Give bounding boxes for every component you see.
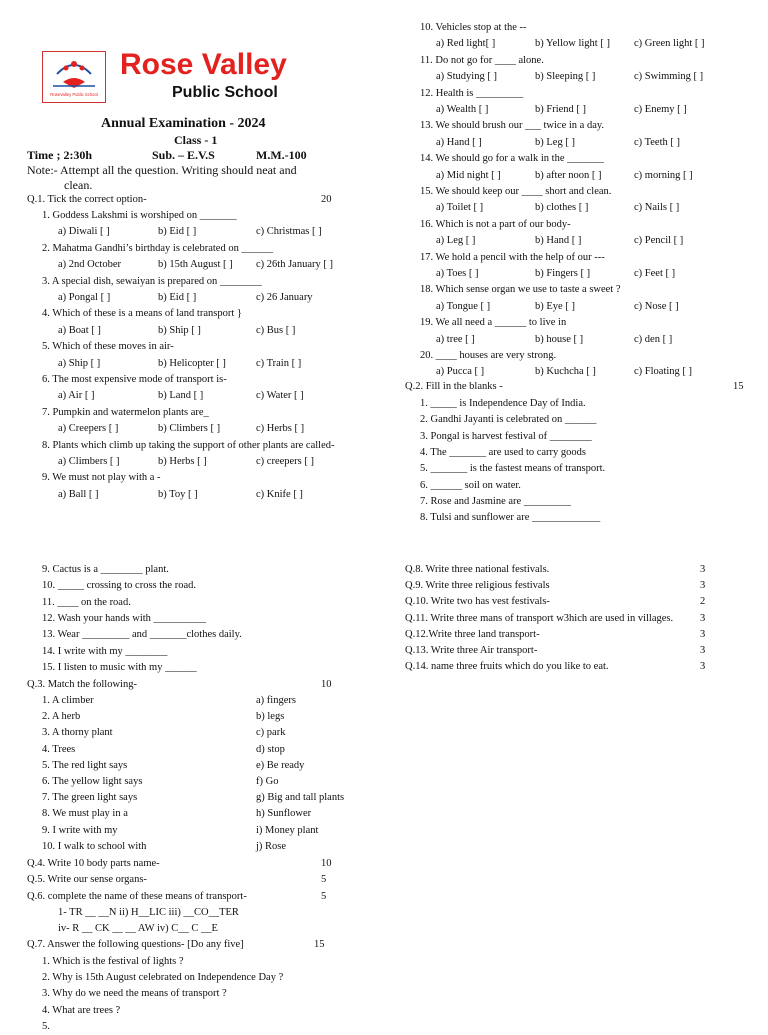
q5-title: Q.5. Write our sense organs- [27,874,147,885]
match-right-10: j) Rose [256,840,287,852]
q7-title: Q.7. Answer the following questions- [Do any five] [27,939,244,950]
q1-option-a-16: a) Leg [ ] [436,235,476,247]
q1-option-c-1: c) Christmas [ ] [256,226,322,238]
q1-option-a-1: a) Diwali [ ] [58,226,110,238]
q1-option-b-2: b) 15th August [ ] [158,259,233,271]
match-right-6: f) Go [256,776,279,787]
q1-option-c-9: c) Knife [ ] [256,488,303,500]
q1-option-b-9: b) Toy [ ] [158,488,198,500]
q1-question-16: 16. Which is not a part of our body- [420,218,571,230]
q1-option-c-4: c) Bus [ ] [256,324,296,336]
match-left-6: 6. The yellow light says [42,776,143,787]
q1-option-a-4: a) Boat [ ] [58,324,101,336]
q1-option-c-13: c) Teeth [ ] [634,136,681,148]
match-left-3: 3. A thorny plant [42,727,113,739]
q1-option-a-17: a) Toes [ ] [436,268,479,279]
match-left-10: 10. I walk to school with [42,840,147,852]
q7-marks: 15 [314,939,325,950]
q1-option-c-3: c) 26 January [256,292,313,303]
short-question-marks-10: 2 [700,596,706,608]
q1-option-c-8: c) creepers [ ] [256,456,314,467]
match-right-9: i) Money plant [256,824,319,836]
q2-blank-8: 8. Tulsi and sunflower are _____________ [420,512,601,524]
q3-title: Q.3. Match the following- [27,679,137,690]
match-left-4: 4. Trees [42,743,76,755]
q1-option-b-5: b) Helicopter [ ] [158,357,226,369]
q1-option-a-20: a) Pucca [ ] [436,366,485,378]
q2-marks: 15 [733,381,744,392]
q1-option-b-16: b) Hand [ ] [535,235,582,247]
q1-question-3: 3. A special dish, sewaiyan is prepared on ________ [42,275,262,287]
q2-blank-13: 13. Wear _________ and _______clothes daily. [42,629,242,641]
q1-marks: 20 [321,194,332,205]
q1-option-c-20: c) Floating [ ] [634,366,693,378]
q1-question-10: 10. Vehicles stop at the -- [420,22,527,33]
q2-blank-11: 11. ____ on the road. [42,596,131,608]
q2-blank-5: 5. _______ is the fastest means of transport. [420,463,606,475]
q2-blank-12: 12. Wash your hands with __________ [42,612,207,624]
match-right-3: c) park [256,727,286,739]
q1-option-c-12: c) Enemy [ ] [634,104,687,115]
q1-question-13: 13. We should brush our ___ twice in a day. [420,120,605,132]
q2-blank-14: 14. I write with my ________ [42,645,168,657]
match-left-5: 5. The red light says [42,759,128,771]
q2-blank-2: 2. Gandhi Jayanti is celebrated on ______ [420,414,597,426]
q1-title: Q.1. Tick the correct option- [27,194,147,205]
school-logo [42,51,106,103]
q1-option-c-16: c) Pencil [ ] [634,235,684,247]
q1-option-b-7: b) Climbers [ ] [158,423,221,435]
q1-option-b-12: b) Friend [ ] [535,104,587,115]
short-question-13: Q.13. Write three Air transport- [405,645,538,656]
q7-question-1: 1. Which is the festival of lights ? [42,956,184,967]
q1-question-9: 9. We must not play with a - [42,472,161,484]
q1-question-12: 12. Health is _________ [420,87,524,99]
q1-option-a-18: a) Tongue [ ] [436,300,491,312]
q1-option-b-15: b) clothes [ ] [535,202,589,214]
q1-option-c-11: c) Swimming [ ] [634,71,704,83]
q1-option-a-12: a) Wealth [ ] [436,104,489,115]
q1-option-a-5: a) Ship [ ] [58,357,101,369]
q2-blank-3: 3. Pongal is harvest festival of ________ [420,430,592,442]
q1-option-a-7: a) Creepers [ ] [58,423,119,435]
q6-title: Q.6. complete the name of these means of transport- [27,891,247,902]
match-right-2: b) legs [256,711,285,723]
match-left-2: 2. A herb [42,711,81,723]
q1-option-a-14: a) Mid night [ ] [436,169,501,181]
q7-question-3: 3. Why do we need the means of transport ? [42,988,227,1000]
q2-blank-6: 6. ______ soil on water. [420,479,521,491]
short-question-marks-8: 3 [700,564,706,575]
q1-option-c-18: c) Nose [ ] [634,300,679,312]
q1-option-c-2: c) 26th January [ ] [256,259,333,271]
q1-option-a-2: a) 2nd October [58,259,121,271]
match-right-8: h) Sunflower [256,808,312,820]
q1-option-b-14: b) after noon [ ] [535,169,602,181]
short-question-marks-14: 3 [700,661,706,673]
short-question-marks-11: 3 [700,612,706,624]
q1-option-a-15: a) Toilet [ ] [436,202,484,214]
exam-subject: Sub. – E.V.S [152,148,215,162]
q2-blank-15: 15. I listen to music with my ______ [42,661,197,673]
match-right-1: a) fingers [256,695,296,706]
q1-question-5: 5. Which of these moves in air- [42,341,174,353]
school-name: Rose Valley [120,48,287,81]
short-question-9: Q.9. Write three religious festivals [405,580,550,592]
note-line-2: clean. [64,178,93,192]
q1-question-4: 4. Which of these is a means of land transport } [42,308,242,320]
q7-question-4: 4. What are trees ? [42,1004,121,1016]
q1-option-b-18: b) Eye [ ] [535,300,575,312]
match-left-8: 8. We must play in a [42,808,128,820]
match-left-9: 9. I write with my [42,824,118,836]
q2-blank-10: 10. _____ crossing to cross the road. [42,580,196,592]
svg-text:RoseValley Public School: RoseValley Public School [50,92,98,97]
q1-option-b-17: b) Fingers [ ] [535,268,591,279]
short-question-8: Q.8. Write three national festivals. [405,564,550,575]
q1-option-b-20: b) Kuchcha [ ] [535,366,596,378]
q7-question-2: 2. Why is 15th August celebrated on Independence Day ? [42,972,284,984]
q1-option-c-6: c) Water [ ] [256,390,304,402]
q1-option-b-4: b) Ship [ ] [158,324,201,336]
short-question-marks-9: 3 [700,580,706,592]
q1-option-c-14: c) morning [ ] [634,169,693,181]
q1-question-6: 6. The most expensive mode of transport is- [42,374,227,385]
q1-option-c-5: c) Train [ ] [256,357,302,369]
q1-question-7: 7. Pumpkin and watermelon plants are_ [42,406,209,418]
q6-line-1: 1- TR __ __N ii) H__LIC iii) __CO__TER [58,907,239,918]
q1-option-a-9: a) Ball [ ] [58,488,99,500]
short-question-14: Q.14. name three fruits which do you like to eat. [405,661,609,673]
q7-question-5: 5. [42,1020,50,1032]
q1-option-b-6: b) Land [ ] [158,390,204,402]
q1-option-c-15: c) Nails [ ] [634,202,680,214]
match-left-7: 7. The green light says [42,792,138,804]
q1-option-a-8: a) Climbers [ ] [58,456,120,467]
q1-question-8: 8. Plants which climb up taking the support of other plants are called- [42,439,335,451]
q2-blank-1: 1. _____ is Independence Day of India. [420,398,586,409]
q1-option-b-10: b) Yellow light [ ] [535,38,610,50]
q1-option-a-19: a) tree [ ] [436,333,475,345]
q1-question-1: 1. Goddess Lakshmi is worshiped on _______ [42,210,237,221]
q1-option-b-3: b) Eid [ ] [158,292,197,303]
q2-title: Q.2. Fill in the blanks - [405,381,503,392]
q1-question-2: 2. Mahatma Gandhi’s birthday is celebrated on ______ [42,242,273,254]
q1-option-b-13: b) Leg [ ] [535,136,575,148]
q2-blank-7: 7. Rose and Jasmine are _________ [420,495,572,507]
q1-question-19: 19. We all need a ______ to live in [420,317,567,329]
q4-marks: 10 [321,858,332,869]
class-line: Class - 1 [174,133,218,147]
school-subtitle: Public School [172,84,278,101]
match-right-7: g) Big and tall plants [256,792,345,804]
short-question-marks-13: 3 [700,645,706,656]
q1-option-c-17: c) Feet [ ] [634,268,676,279]
note-line-1: Note:- Attempt all the question. Writing should neat and [27,163,297,177]
q6-line-2: iv- R __ CK __ __ AW iv) C__ C __E [58,923,218,934]
q1-option-a-13: a) Hand [ ] [436,136,482,148]
exam-time: Time ; 2:30h [27,148,93,162]
q1-question-18: 18. Which sense organ we use to taste a sweet ? [420,284,621,296]
q1-option-a-6: a) Air [ ] [58,390,95,402]
q1-option-a-11: a) Studying [ ] [436,71,497,83]
exam-title: Annual Examination - 2024 [101,116,266,131]
q1-question-11: 11. Do not go for ____ alone. [420,54,544,66]
q1-option-c-10: c) Green light [ ] [634,38,705,50]
q1-option-c-19: c) den [ ] [634,333,673,345]
match-left-1: 1. A climber [42,695,94,706]
q1-question-17: 17. We hold a pencil with the help of our --- [420,251,605,263]
q3-marks: 10 [321,679,332,690]
q2-blank-4: 4. The _______ are used to carry goods [420,446,587,458]
q4-title: Q.4. Write 10 body parts name- [27,858,160,869]
short-question-10: Q.10. Write two has vest festivals- [405,596,550,608]
q1-option-a-10: a) Red light[ ] [436,38,496,50]
q2-blank-9: 9. Cactus is a ________ plant. [42,564,169,575]
q1-option-b-8: b) Herbs [ ] [158,456,207,467]
q1-option-a-3: a) Pongal [ ] [58,292,111,303]
q6-marks: 5 [321,891,327,902]
q1-option-b-19: b) house [ ] [535,333,584,345]
short-question-11: Q.11. Write three mans of transport w3hich are used in villages. [405,612,674,624]
short-question-marks-12: 3 [700,628,706,640]
short-question-12: Q.12.Write three land transport- [405,628,540,640]
match-right-5: e) Be ready [256,759,305,771]
q1-question-14: 14. We should go for a walk in the _______ [420,153,604,165]
q1-option-c-7: c) Herbs [ ] [256,423,305,435]
q1-question-15: 15. We should keep our ____ short and clean. [420,186,612,197]
q1-option-b-1: b) Eid [ ] [158,226,197,238]
q1-option-b-11: b) Sleeping [ ] [535,71,596,83]
q5-marks: 5 [321,874,327,885]
max-marks: M.M.-100 [256,148,307,162]
match-right-4: d) stop [256,743,285,755]
q1-question-20: 20. ____ houses are very strong. [420,350,557,361]
